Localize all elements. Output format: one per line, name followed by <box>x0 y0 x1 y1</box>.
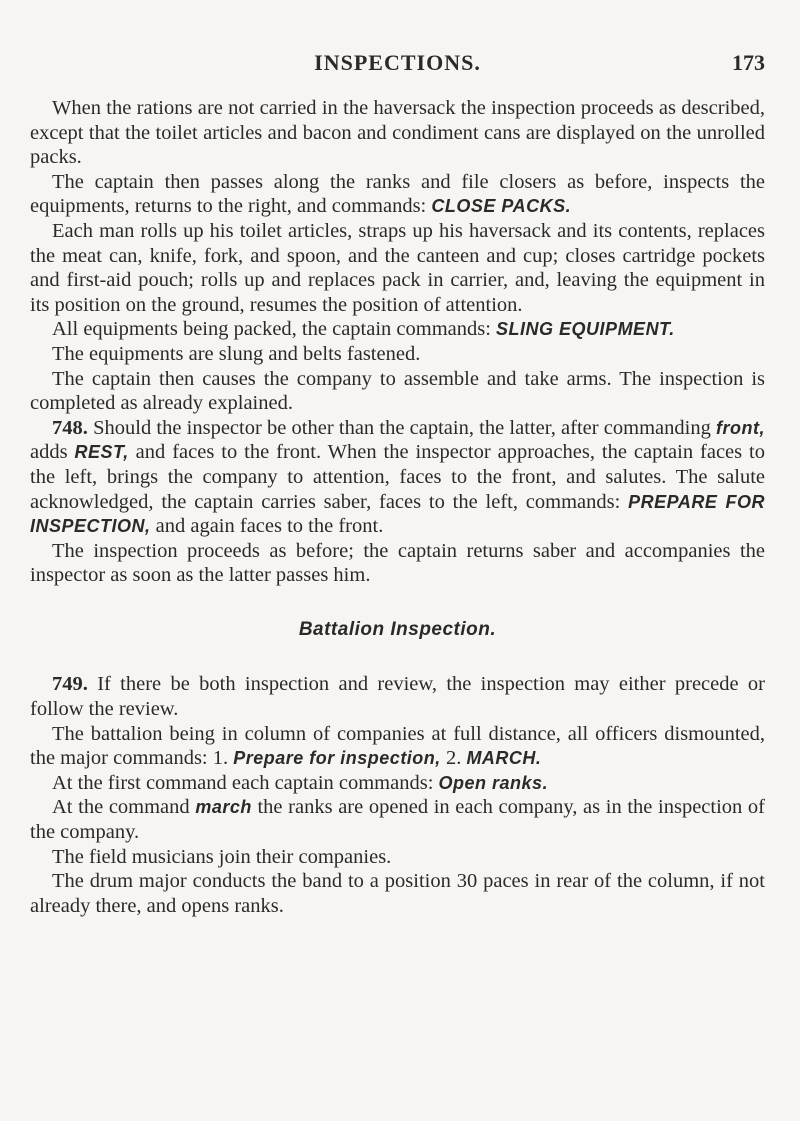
paragraph-text: the ranks are opened in each company, as in the inspection of the company. <box>30 796 766 844</box>
paragraph: The captain then causes the company to assemble and take arms. The inspection is completed as already explained. <box>30 367 765 415</box>
paragraph-text: Should the inspector be other than the captain, the latter, after commanding <box>93 416 711 439</box>
command-text: MARCH. <box>466 748 542 769</box>
command-text: REST, <box>74 442 129 463</box>
paragraph <box>30 722 765 771</box>
paragraph <box>30 771 765 796</box>
paragraph-text: The battalion being in column of companies at full distance, all officers dismounted, the major commands: 1. <box>30 722 765 770</box>
command-text: front, <box>716 417 766 438</box>
command-text: march <box>195 797 252 818</box>
command-text: PREPARE FOR INSPECTION, <box>30 491 766 537</box>
paragraph: The drum major conducts the band to a position 30 paces in rear of the column, if not already there, and opens ranks. <box>30 870 765 917</box>
paragraph <box>30 416 765 539</box>
paragraph-text: The captain then passes along the ranks and file closers as before, inspects the equipments, returns to the right, and commands: <box>30 170 765 218</box>
command-text: Open ranks. <box>438 772 549 793</box>
command-text: Prepare for inspection, <box>233 748 441 769</box>
body-text <box>30 96 765 918</box>
paragraph-text: At the command <box>52 796 190 819</box>
paragraph-text: At the first command each captain commands: <box>52 771 434 794</box>
command-text: CLOSE PACKS. <box>431 196 572 217</box>
paragraph-text: If there be both inspection and review, the inspection may either precede or follow the review. <box>30 673 765 721</box>
paragraph-text: and faces to the front. When the inspector approaches, the captain faces to the left, brings the company to attention, faces to the front, and salutes. The salute acknowledged, the captain carries saber, faces to the left, commands: <box>30 441 766 513</box>
paragraph: The equipments are slung and belts fastened. <box>52 342 421 365</box>
running-head: INSPECTIONS. <box>314 50 481 75</box>
command-text: SLING EQUIPMENT. <box>496 319 675 340</box>
paragraph <box>30 795 765 844</box>
paragraph-number: 748. <box>52 416 88 439</box>
paragraph: The inspection proceeds as before; the captain returns saber and accompanies the inspector as soon as the latter passes him. <box>30 539 765 587</box>
section-title: Battalion Inspection. <box>298 618 497 640</box>
page-header <box>30 50 765 82</box>
paragraph <box>30 317 765 342</box>
paragraph: The field musicians join their companies. <box>52 845 392 868</box>
paragraph-text: adds <box>30 441 68 464</box>
paragraph <box>30 170 765 219</box>
paragraph-text: and again faces to the front. <box>155 515 384 538</box>
paragraph-text: 2. <box>445 747 462 770</box>
paragraph: Each man rolls up his toilet articles, straps up his haversack and its contents, replaces the meat can, knife, fork, and spoon, and the canteen and cup; closes cartridge pockets and first-aid pouch; rolls up and replaces pack in carrier, and, leaving the equipment in its position on the ground, resumes the position of attention. <box>30 219 765 316</box>
paragraph-text: All equipments being packed, the captain commands: <box>52 318 491 341</box>
paragraph <box>30 672 765 721</box>
page-number: 173 <box>732 50 765 75</box>
paragraph-number: 749. <box>52 673 88 696</box>
paragraph: When the rations are not carried in the haversack the inspection proceeds as described, except that the toilet articles and bacon and condiment cans are displayed on the unrolled packs. <box>30 97 765 169</box>
